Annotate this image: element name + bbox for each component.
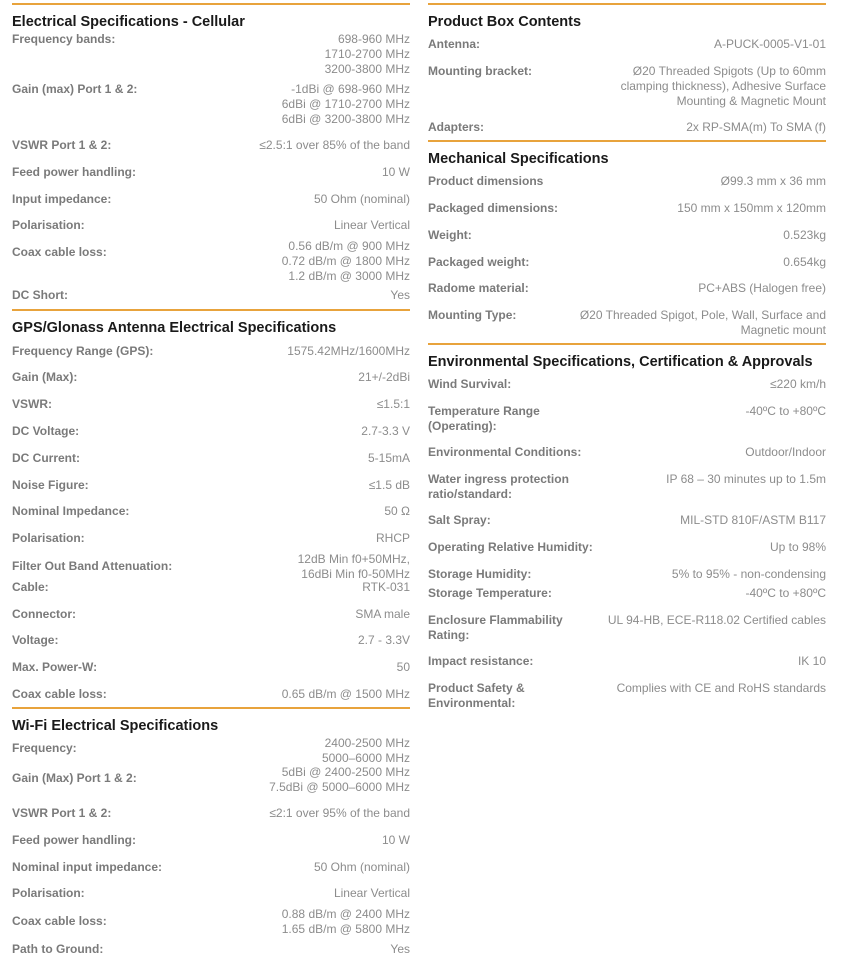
spec-value: Linear Vertical [333, 886, 410, 900]
spec-value: 2x RP-SMA(m) To SMA (f) [686, 120, 826, 134]
spec-label: Mounting Type: [428, 308, 517, 322]
spec-value: -40ºC to +80ºC [745, 404, 826, 418]
spec-label: Salt Spray: [428, 513, 491, 527]
spec-label: Frequency bands: [12, 32, 116, 46]
cellular-section-rule [12, 3, 410, 5]
spec-value: A-PUCK-0005-V1-01 [713, 37, 826, 51]
spec-label: Gain (max) Port 1 & 2: [12, 82, 138, 96]
spec-value: 50 Ω [384, 504, 410, 518]
spec-label: Nominal input impedance: [12, 860, 163, 874]
spec-value: ≤2:1 over 95% of the band [269, 806, 410, 820]
spec-label: Operating Relative Humidity: [428, 540, 593, 554]
spec-label: Feed power handling: [12, 833, 137, 847]
spec-label: VSWR Port 1 & 2: [12, 806, 112, 820]
spec-value: MIL-STD 810F/ASTM B117 [680, 513, 826, 527]
spec-label: Voltage: [12, 633, 59, 647]
gps-section-rule [12, 309, 410, 311]
wifi-section-title: Wi-Fi Electrical Specifications [12, 718, 219, 734]
spec-value: IK 10 [797, 654, 826, 668]
box-section-rule [428, 3, 826, 5]
spec-label: Packaged dimensions: [428, 201, 559, 215]
spec-label: DC Current: [12, 451, 80, 465]
spec-value: IP 68 – 30 minutes up to 1.5m [666, 472, 826, 486]
spec-label: Input impedance: [12, 192, 112, 206]
spec-label: Coax cable loss: [12, 245, 107, 259]
box-section-title: Product Box Contents [428, 14, 582, 30]
spec-value: Linear Vertical [333, 218, 410, 232]
spec-value: Outdoor/Indoor [745, 445, 826, 459]
spec-value: RTK-031 [362, 580, 410, 594]
spec-label: Frequency Range (GPS): [12, 344, 154, 358]
spec-label: Product dimensions [428, 174, 544, 188]
spec-label: Feed power handling: [12, 165, 137, 179]
spec-value: Ø99.3 mm x 36 mm [720, 174, 826, 188]
spec-value: 21+/-2dBi [358, 370, 410, 384]
spec-label: Gain (Max): [12, 370, 78, 384]
gps-section-title: GPS/Glonass Antenna Electrical Specifications [12, 320, 337, 336]
spec-label: Frequency: [12, 741, 77, 755]
mechanical-section-rule [428, 140, 826, 142]
spec-label: Product Safety & Environmental: [428, 681, 525, 710]
environmental-section-title: Environmental Specifications, Certification & Approvals [428, 354, 813, 370]
spec-label: Polarisation: [12, 886, 85, 900]
spec-value: Up to 98% [769, 540, 826, 554]
spec-label: Temperature Range (Operating): [428, 404, 540, 433]
spec-label: Storage Humidity: [428, 567, 532, 581]
spec-value: RHCP [375, 531, 410, 545]
spec-label: Coax cable loss: [12, 914, 107, 928]
spec-value: 0.65 dB/m @ 1500 MHz [281, 687, 410, 701]
spec-value: 0.88 dB/m @ 2400 MHz 1.65 dB/m @ 5800 MHz [281, 907, 410, 936]
spec-value: UL 94-HB, ECE-R118.02 Certified cables [607, 613, 826, 627]
spec-value: Ø20 Threaded Spigots (Up to 60mm clamping thickness), Adhesive Surface Mounting & Magnetic Mount [620, 64, 826, 108]
spec-label: Path to Ground: [12, 942, 104, 956]
spec-label: Impact resistance: [428, 654, 534, 668]
spec-label: Gain (Max) Port 1 & 2: [12, 771, 137, 785]
spec-value: 0.56 dB/m @ 900 MHz 0.72 dB/m @ 1800 MHz 1.2 dB/m @ 3000 MHz [281, 239, 410, 283]
spec-value: ≤2.5:1 over 85% of the band [259, 138, 410, 152]
spec-label: Storage Temperature: [428, 586, 552, 600]
spec-value: 5-15mA [367, 451, 410, 465]
wifi-section-rule [12, 707, 410, 709]
spec-value: PC+ABS (Halogen free) [698, 281, 826, 295]
spec-label: Max. Power-W: [12, 660, 98, 674]
spec-label: DC Voltage: [12, 424, 80, 438]
spec-value: 2.7 - 3.3V [357, 633, 410, 647]
spec-label: DC Short: [12, 288, 68, 302]
spec-label: Antenna: [428, 37, 480, 51]
spec-value: 5% to 95% - non-condensing [671, 567, 826, 581]
spec-value: 50 [396, 660, 410, 674]
spec-label: Packaged weight: [428, 255, 530, 269]
spec-label: Cable: [12, 580, 49, 594]
spec-value: -40ºC to +80ºC [745, 586, 826, 600]
spec-value: Yes [390, 942, 410, 956]
spec-label: Mounting bracket: [428, 64, 532, 78]
spec-label: Coax cable loss: [12, 687, 107, 701]
spec-value: 0.654kg [783, 255, 826, 269]
mechanical-section-title: Mechanical Specifications [428, 151, 609, 167]
spec-label: Nominal Impedance: [12, 504, 130, 518]
spec-label: Noise Figure: [12, 478, 89, 492]
spec-value: 10 W [381, 833, 410, 847]
cellular-section-title: Electrical Specifications - Cellular [12, 14, 245, 30]
spec-value: Ø20 Threaded Spigot, Pole, Wall, Surface and Magnetic mount [579, 308, 826, 337]
spec-value: Complies with CE and RoHS standards [616, 681, 826, 695]
spec-value: 12dB Min f0+50MHz, 16dBi Min f0-50MHz [297, 552, 410, 581]
spec-label: Polarisation: [12, 531, 85, 545]
environmental-section-rule [428, 343, 826, 345]
spec-label: Environmental Conditions: [428, 445, 582, 459]
spec-label: Filter Out Band Attenuation: [12, 559, 173, 573]
spec-value: -1dBi @ 698-960 MHz 6dBi @ 1710-2700 MHz 6dBi @ 3200-3800 MHz [281, 82, 410, 126]
spec-label: Water ingress protection ratio/standard: [428, 472, 569, 501]
spec-value: 0.523kg [783, 228, 826, 242]
spec-label: Wind Survival: [428, 377, 512, 391]
spec-value: 2.7-3.3 V [361, 424, 410, 438]
spec-label: Adapters: [428, 120, 485, 134]
spec-value: SMA male [355, 607, 410, 621]
spec-value: 5dBi @ 2400-2500 MHz 7.5dBi @ 5000–6000 MHz [269, 765, 410, 794]
spec-label: Polarisation: [12, 218, 85, 232]
spec-label: Connector: [12, 607, 76, 621]
spec-label: Weight: [428, 228, 472, 242]
spec-value: Yes [390, 288, 410, 302]
spec-value: ≤1.5 dB [368, 478, 410, 492]
spec-label: VSWR: [12, 397, 52, 411]
spec-value: 150 mm x 150mm x 120mm [677, 201, 826, 215]
spec-value: ≤1.5:1 [376, 397, 410, 411]
spec-label: Enclosure Flammability Rating: [428, 613, 563, 642]
spec-label: Radome material: [428, 281, 529, 295]
spec-value: 698-960 MHz 1710-2700 MHz 3200-3800 MHz [324, 32, 410, 76]
spec-value: 10 W [381, 165, 410, 179]
spec-value: 50 Ohm (nominal) [313, 192, 410, 206]
spec-label: VSWR Port 1 & 2: [12, 138, 112, 152]
spec-value: 1575.42MHz/1600MHz [287, 344, 410, 358]
spec-value: ≤220 km/h [770, 377, 826, 391]
spec-value: 2400-2500 MHz 5000–6000 MHz [321, 736, 410, 765]
spec-value: 50 Ohm (nominal) [313, 860, 410, 874]
